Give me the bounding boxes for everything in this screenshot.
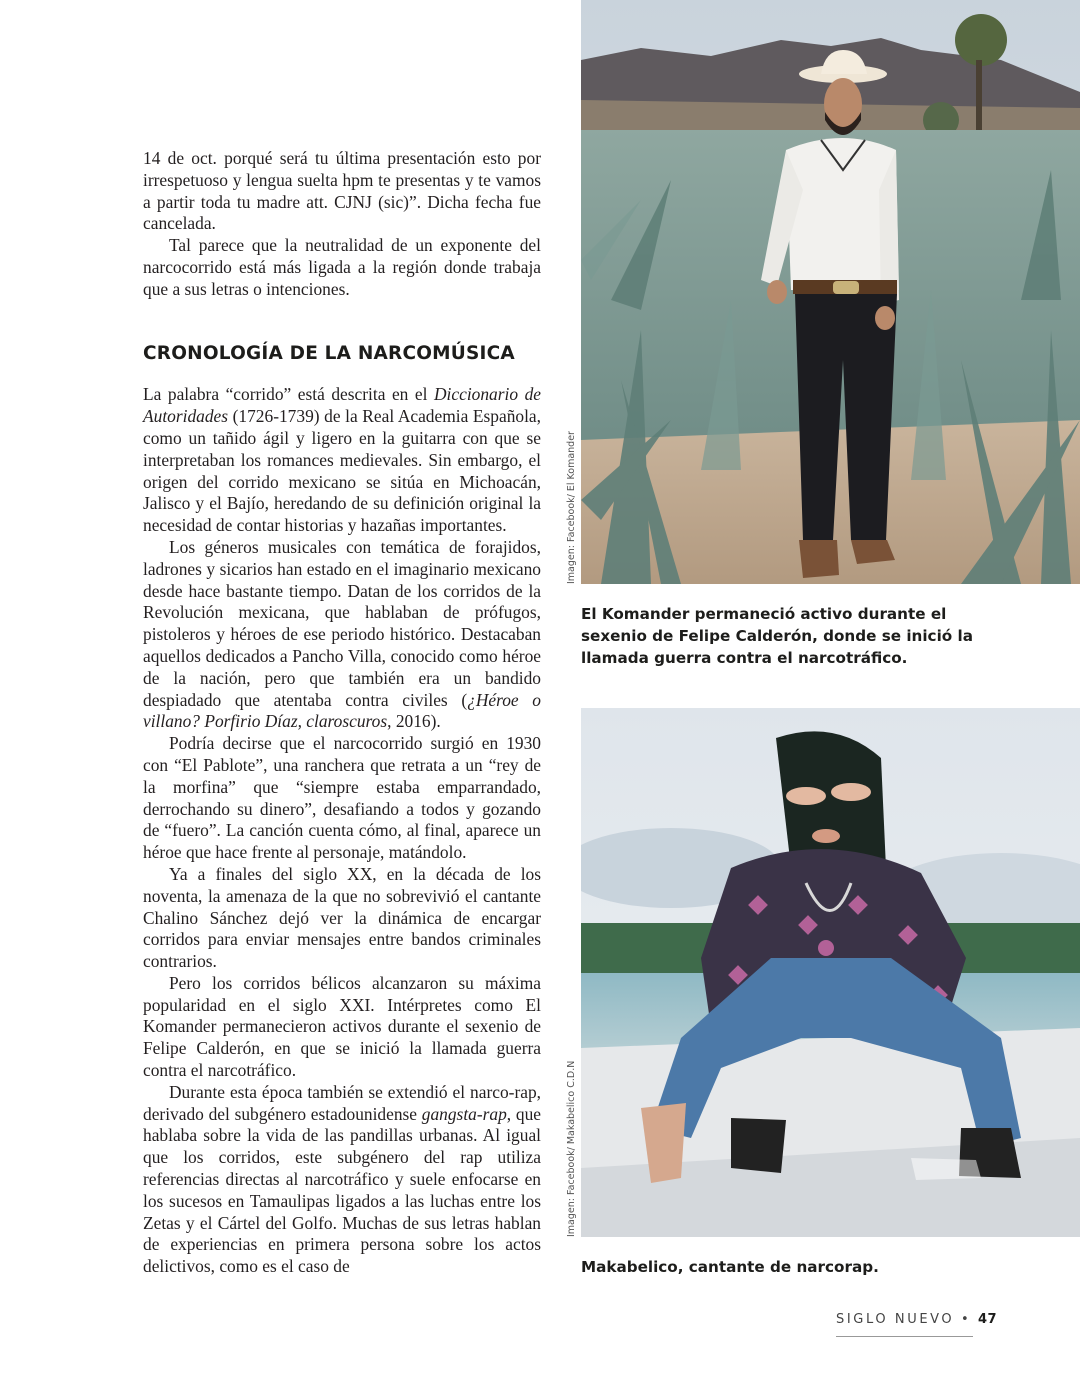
genre-term: gangsta-rap xyxy=(421,1103,507,1124)
paragraph: 14 de oct. porqué será tu última presentación esto por irrespetuoso y lengua suelta hpm te presentas y te vamos a partir toda tu madre att. CJNJ (sic)”. Dicha fecha fue cancelada. xyxy=(143,148,541,234)
komander-photo xyxy=(581,0,1080,584)
footer-rule xyxy=(836,1336,973,1337)
footer-separator: • xyxy=(961,1312,972,1327)
photo-caption-komander: El Komander permaneció activo durante el sexenio de Felipe Calderón, donde se inició la llamada guerra contra el narcotráfico. xyxy=(581,605,973,667)
page-footer xyxy=(836,1312,998,1327)
section-heading: CRONOLOGÍA DE LA NARCOMÚSICA xyxy=(143,342,515,364)
paragraph: Podría decirse que el narcocorrido surgió en 1930 con “El Pablote”, una ranchera que retrata a un “rey de la morfina” que “siempre estaba emparrandado, derrochando su dinero”, desafiando a todos y gozando de “fuero”. La canción cuenta cómo, al final, aparece un héroe que hace frente al personaje, matándolo. xyxy=(143,733,541,863)
text-run: Durante esta época también se extendió el narco-rap, derivado del subgénero estadounidense xyxy=(143,1081,541,1124)
paragraph xyxy=(143,1082,541,1278)
text-run: , que hablaba sobre la vida de las pandillas urbanas. Al igual que los corridos, este subgénero del rap utiliza referencias directas al narcotráfico y suele enfocarse en los sucesos en Tamaulipas ligados a las luchas entre los Zetas y el Cártel del Golfo. Muchas de sus letras hablan de experiencias en primera persona sobre los actos delictivos, como es el caso de xyxy=(143,1103,541,1277)
magazine-name: SIGLO NUEVO xyxy=(836,1312,955,1327)
text-run: La palabra “corrido” está descrita en el xyxy=(143,384,434,405)
makabelico-photo xyxy=(581,708,1080,1237)
article-body xyxy=(143,148,541,1278)
paragraph xyxy=(143,537,541,733)
paragraph: Pero los corridos bélicos alcanzaron su máxima popularidad en el siglo XXI. Intérpretes como El Komander permanecieron activos durante el sexenio de Felipe Calderón, en que se inició la llamada guerra contra el narcotráfico. xyxy=(143,972,541,1081)
photo-credit-makabelico: Imagen: Facebook/ Makabelico C.D.N xyxy=(566,1060,577,1237)
photo-caption-makabelico: Makabelico, cantante de narcorap. xyxy=(581,1258,879,1276)
paragraph xyxy=(143,384,541,537)
text-run: (1726-1739) de la Real Academia Española, como un tañido ágil y ligero en la guitarra con que se interpretaban los romances medievales. Sin embargo, el origen del corrido mexicano se sitúa en Michoacán, Jalisco y el Bajío, heredando de su definición original la necesidad de contar historias y hazañas importantes. xyxy=(143,406,541,536)
photo-credit-komander: Imagen: Facebook/ El Komander xyxy=(566,431,577,584)
page-number: 47 xyxy=(978,1312,998,1327)
text-run: Los géneros musicales con temática de forajidos, ladrones y sicarios han estado en el imaginario mexicano desde hace bastante tiempo. Datan de los corridos de la Revolución mexicana, que hablaban de prófugos, pistoleros y héroes de ese periodo histórico. Destacaban aquellos dedicados a Pancho Villa, conocido como héroe de la nación, pero que también era un bandido despiadado que atentaba contra civiles ( xyxy=(143,536,541,710)
paragraph: Ya a finales del siglo XX, en la década de los noventa, la amenaza de la que no sobrevivió el cantante Chalino Sánchez dejó ver la dinámica de encargar corridos para enviar mensajes entre bandos criminales contrarios. xyxy=(143,863,541,972)
book-title: ¿Héroe o villano? Porfirio Díaz, claroscuros xyxy=(143,689,541,732)
paragraph: Tal parece que la neutralidad de un exponente del narcocorrido está más ligada a la región donde trabaja que a sus letras o intenciones. xyxy=(143,235,541,299)
book-title: Diccionario de Autoridades xyxy=(143,384,541,427)
text-run: , 2016). xyxy=(387,711,441,732)
